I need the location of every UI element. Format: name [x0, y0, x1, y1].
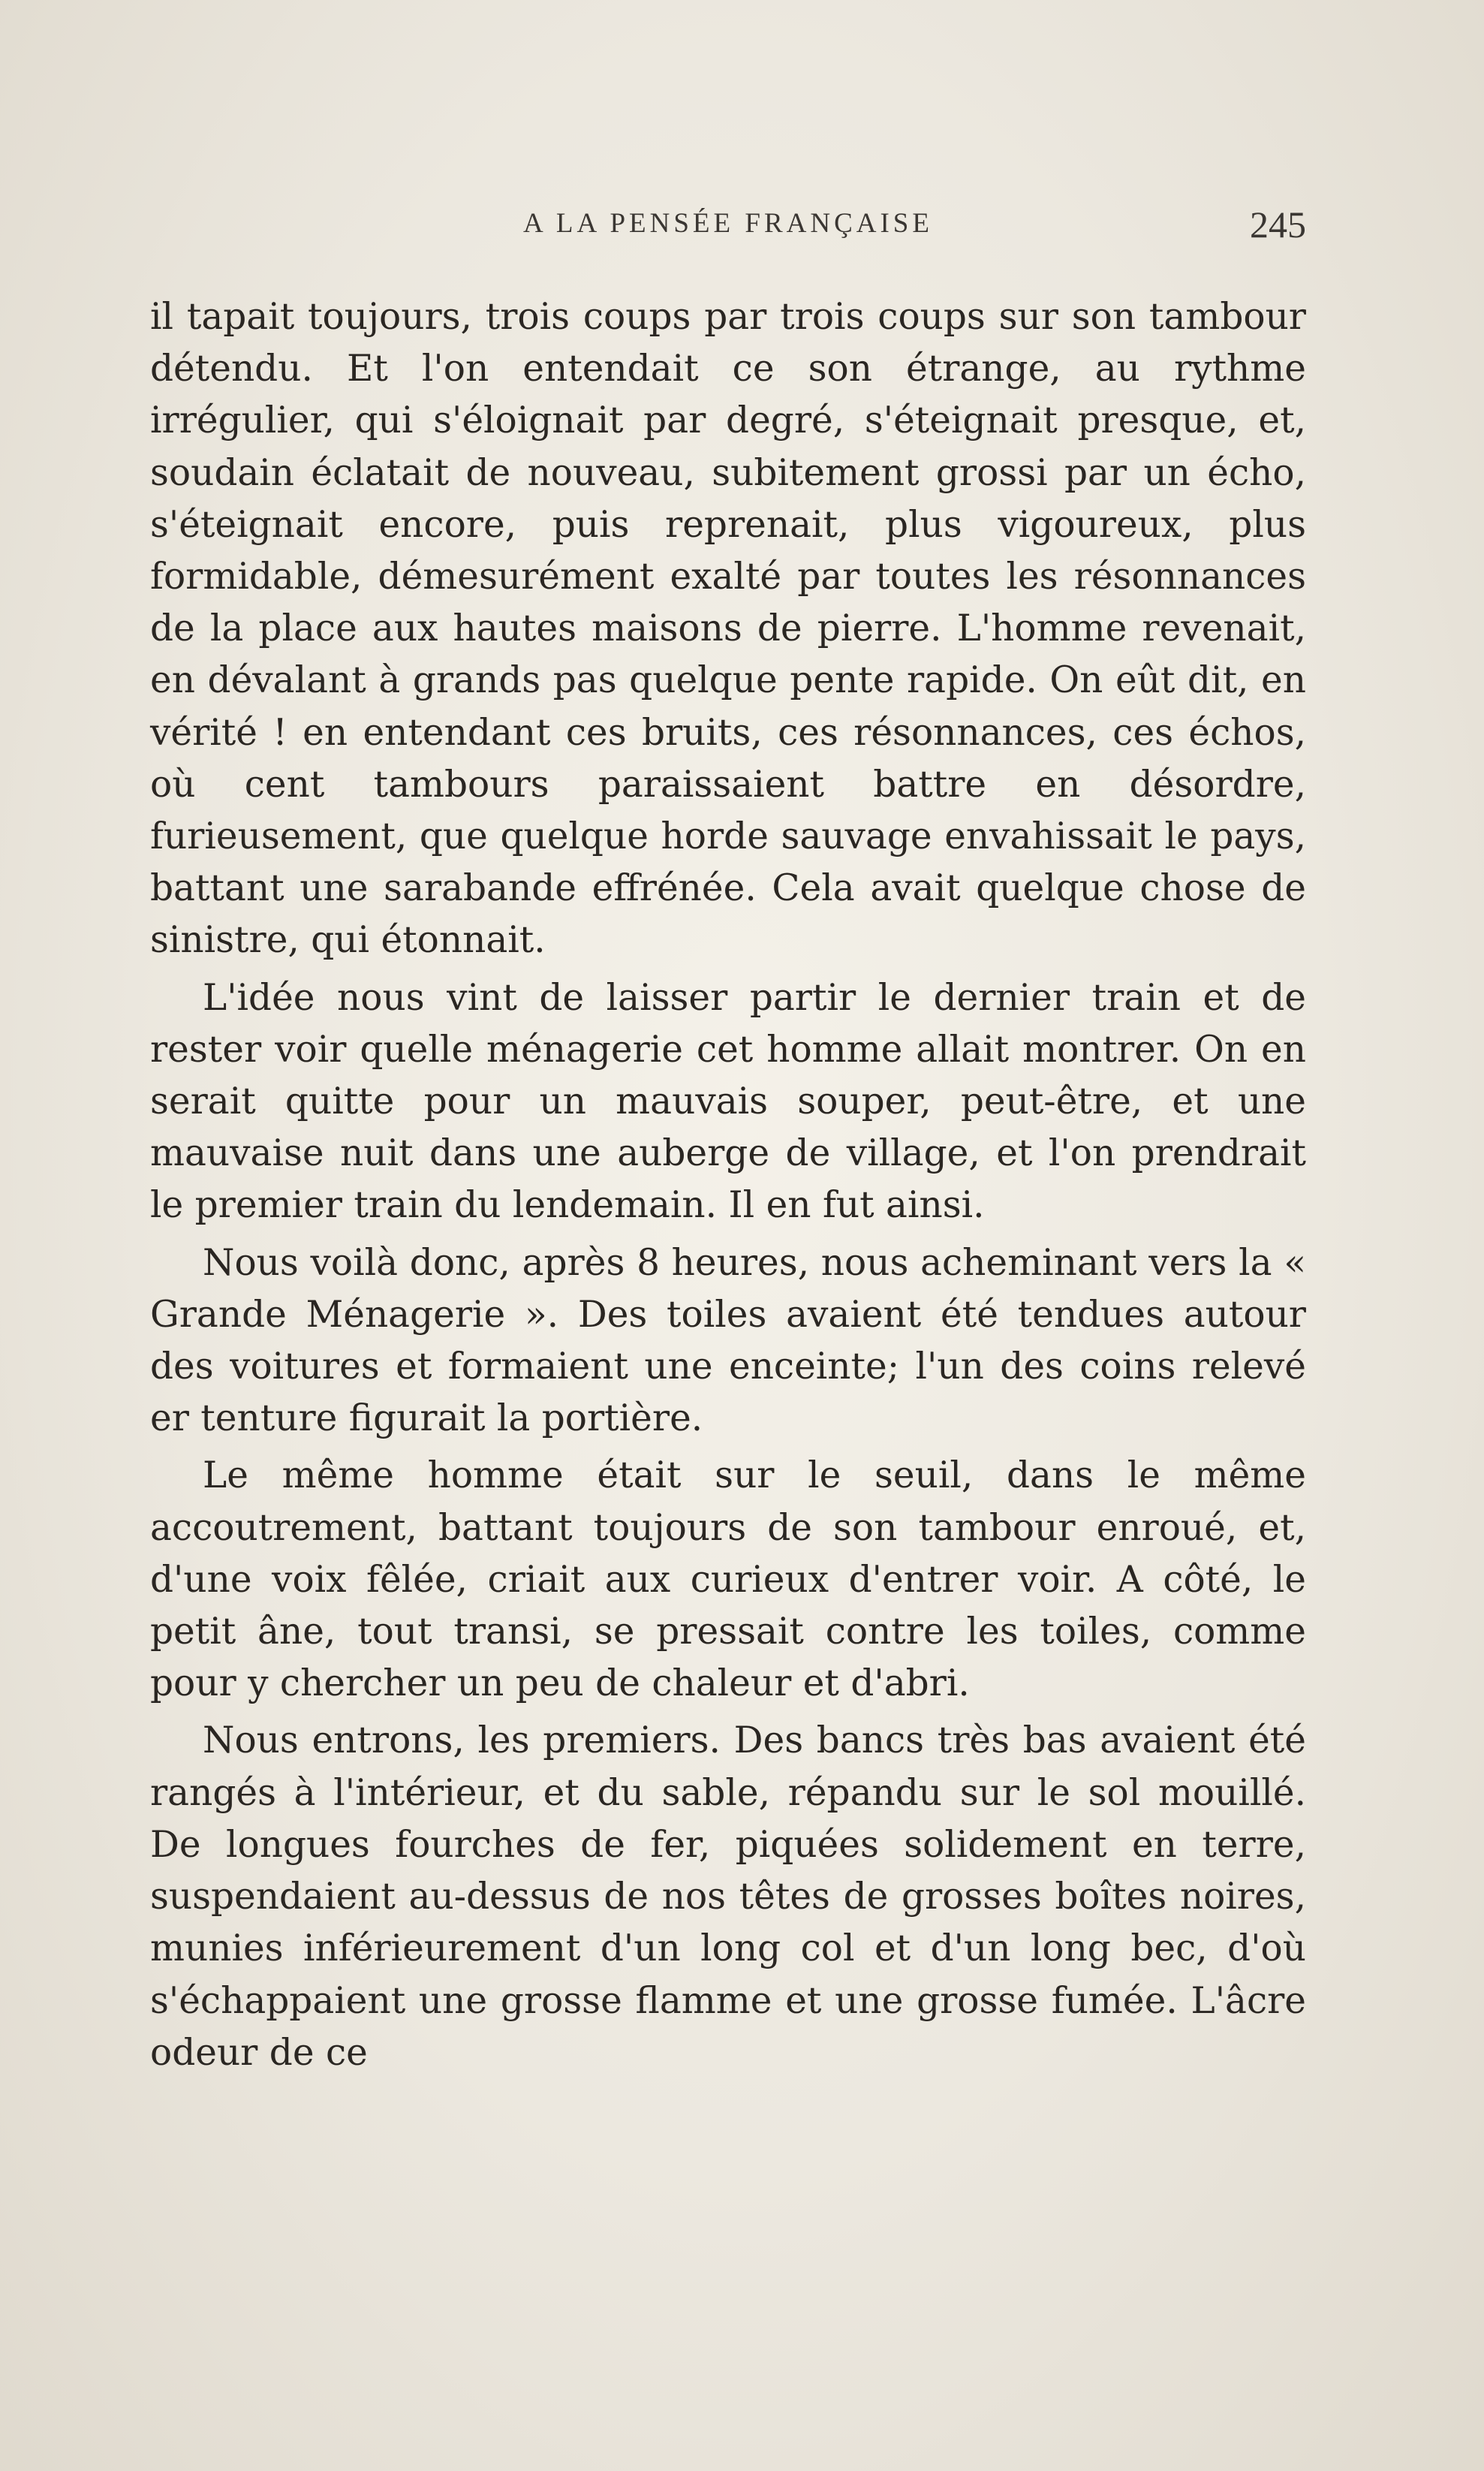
paragraph-1: il tapait toujours, trois coups par trois coups sur son tambour détendu. Et l'on entendait ce son étrange, au rythme irrégulier, qui s'éloignait par degré, s'éteignait presque, et, soudain éclatait de nouveau, subitement grossi par un écho, s'éteignait encore, puis reprenait, plus vigoureux, plus formidable, démesurément exalté par toutes les résonnances de la place aux hautes maisons de pierre. L'homme revenait, en dévalant à grands pas quelque pente rapide. On eût dit, en vérité ! en entendant ces bruits, ces résonnances, ces échos, où cent tambours paraissaient battre en désordre, furieusement, que quelque horde sauvage envahissait le pays, battant une sarabande effrénée. Cela avait quelque chose de sinistre, qui étonnait. — [150, 296, 1306, 962]
page-number: 245 — [1250, 203, 1306, 246]
running-title: A LA PENSÉE FRANÇAISE — [523, 208, 933, 239]
paragraph-5: Nous entrons, les premiers. Des bancs très bas avaient été rangés à l'intérieur, et du sable, répandu sur le sol mouillé. De longues fourches de fer, piquées solidement en terre, suspendaient au-dessus de nos têtes de grosses boîtes noires, munies inférieurement d'un long col et d'un long bec, d'où s'échappaient une grosse flamme et une grosse fumée. L'âcre odeur de ce — [150, 1719, 1306, 2074]
paragraph-3: Nous voilà donc, après 8 heures, nous acheminant vers la « Grande Ménagerie ». Des toiles avaient été tendues autour des voitures et formaient une enceinte; l'un des coins relevé er tenture figurait la portière. — [150, 1241, 1306, 1440]
running-header — [150, 203, 1306, 255]
body-text — [150, 291, 1306, 2079]
paragraph-4: Le même homme était sur le seuil, dans le même accoutrement, battant toujours de son tambour enroué, et, d'une voix fêlée, criait aux curieux d'entrer voir. A côté, le petit âne, tout transi, se pressait contre les toiles, comme pour y chercher un peu de chaleur et d'abri. — [150, 1454, 1306, 1705]
paragraph-2: L'idée nous vint de laisser partir le dernier train et de rester voir quelle ménagerie cet homme allait montrer. On en serait quitte pour un mauvais souper, peut-être, et une mauvaise nuit dans une auberge de village, et l'on prendrait le premier train du lendemain. Il en fut ainsi. — [150, 976, 1306, 1227]
